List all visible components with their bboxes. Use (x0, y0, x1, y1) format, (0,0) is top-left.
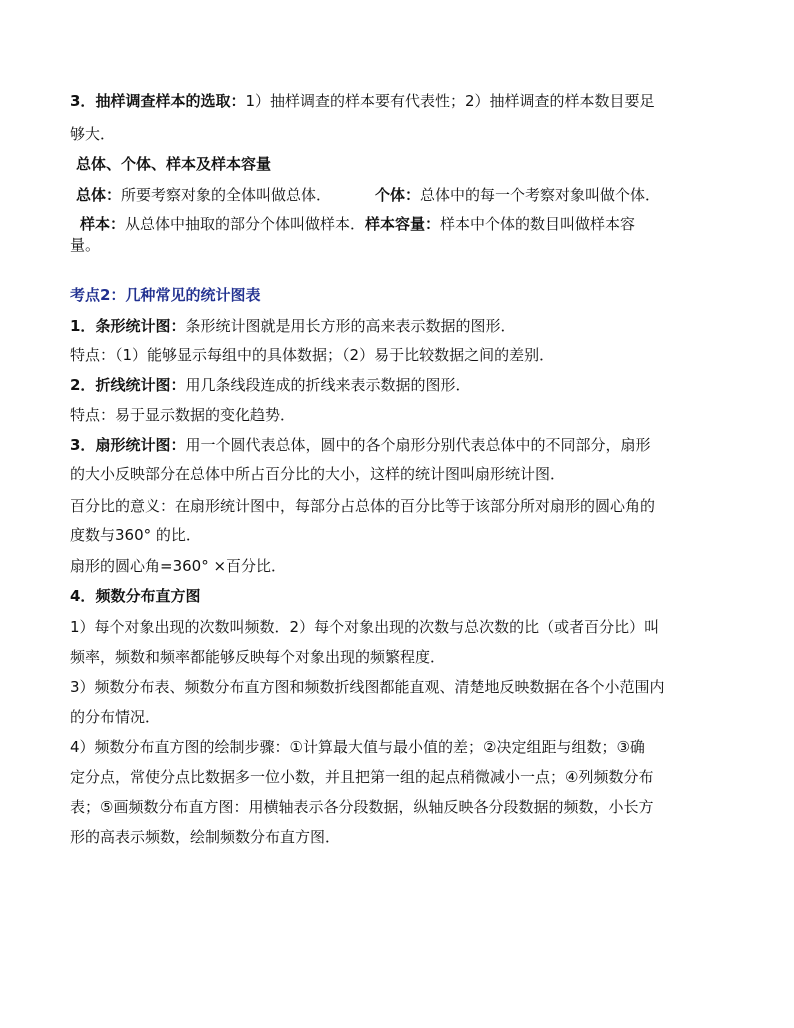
sample-size-text2: 量。 (70, 236, 101, 254)
histogram-p1-line2: 频率，频数和频率都能够反映每个对象出现的频繁程度． (70, 648, 446, 666)
pie-chart-title: 扇形统计图： (95, 436, 186, 454)
pie-chart-formula: 扇形的圆心角=360° ×百分比． (70, 557, 287, 575)
histogram-number: 4． (70, 587, 96, 605)
bar-chart-text: 条形统计图就是用长方形的高来表示数据的图形． (185, 317, 516, 335)
pie-chart-meaning-line1: 百分比的意义：在扇形统计图中，每部分占总体的百分比等于该部分所对扇形的圆心角的 (70, 497, 656, 515)
section3-number: 3． (70, 92, 96, 110)
concepts-heading: 总体、个体、样本及样本容量 (76, 155, 272, 173)
population-label: 总体： (76, 186, 122, 204)
histogram-p4-line4: 形的高表示频数，绘制频数分布直方图． (70, 828, 341, 846)
line-chart-number: 2． (70, 376, 96, 394)
section3-text-line2: 够大． (70, 125, 116, 143)
sample-text: 从总体中抽取的部分个体叫做样本． (125, 215, 366, 233)
concepts-sample-line2 (70, 235, 730, 256)
histogram-p3-line2: 的分布情况． (70, 708, 161, 726)
kaodian2-heading: 考点2：几种常见的统计图表 (70, 286, 261, 304)
sample-size-label: 样本容量： (365, 215, 441, 233)
individual-label: 个体： (375, 186, 421, 204)
section3-line2 (70, 124, 730, 145)
histogram-p4-line1: 4）频数分布直方图的绘制步骤：①计算最大值与最小值的差；②决定组距与组数；③确 (70, 738, 645, 756)
concepts-population-line (76, 185, 736, 206)
line-chart-line (70, 375, 730, 396)
histogram-p4-line2: 定分点，常使分点比数据多一位小数，并且把第一组的起点稍微减小一点；④列频数分布 (70, 768, 654, 786)
histogram-p3-line1: 3）频数分布表、频数分布直方图和频数折线图都能直观、清楚地反映数据在各个小范围内 (70, 678, 665, 696)
concepts-sample-line (80, 214, 740, 235)
pie-chart-line1 (70, 435, 730, 456)
pie-chart-text-line1: 用一个圆代表总体，圆中的各个扇形分别代表总体中的不同部分，扇形 (185, 436, 651, 454)
pie-chart-meaning-line2: 度数与360° 的比． (70, 526, 201, 544)
pie-chart-text-line2: 的大小反映部分在总体中所占百分比的大小，这样的统计图叫扇形统计图． (70, 465, 566, 483)
histogram-heading (70, 586, 730, 607)
bar-chart-number: 1． (70, 317, 96, 335)
population-text: 所要考察对象的全体叫做总体． (121, 186, 332, 204)
section3-text-line1: 1）抽样调查的样本要有代表性；2）抽样调查的样本数目要足 (245, 92, 655, 110)
pie-chart-number: 3． (70, 436, 96, 454)
bar-chart-feature: 特点：（1）能够显示每组中的具体数据；（2）易于比较数据之间的差别． (70, 346, 555, 364)
section3-line1 (70, 91, 730, 112)
line-chart-title: 折线统计图： (95, 376, 186, 394)
histogram-p1-line1: 1）每个对象出现的次数叫频数．2）每个对象出现的次数与总次数的比（或者百分比）叫 (70, 618, 660, 636)
sample-label: 样本： (80, 215, 126, 233)
individual-text: 总体中的每一个考察对象叫做个体． (420, 186, 661, 204)
sample-size-text: 样本中个体的数目叫做样本容 (440, 215, 636, 233)
bar-chart-line (70, 316, 730, 337)
histogram-title: 频数分布直方图 (95, 587, 201, 605)
line-chart-feature: 特点：易于显示数据的变化趋势． (70, 406, 296, 424)
bar-chart-title: 条形统计图： (95, 317, 186, 335)
section3-title: 抽样调查样本的选取： (95, 92, 246, 110)
line-chart-text: 用几条线段连成的折线来表示数据的图形． (185, 376, 471, 394)
histogram-p4-line3: 表；⑤画频数分布直方图：用横轴表示各分段数据，纵轴反映各分段数据的频数，小长方 (70, 798, 654, 816)
